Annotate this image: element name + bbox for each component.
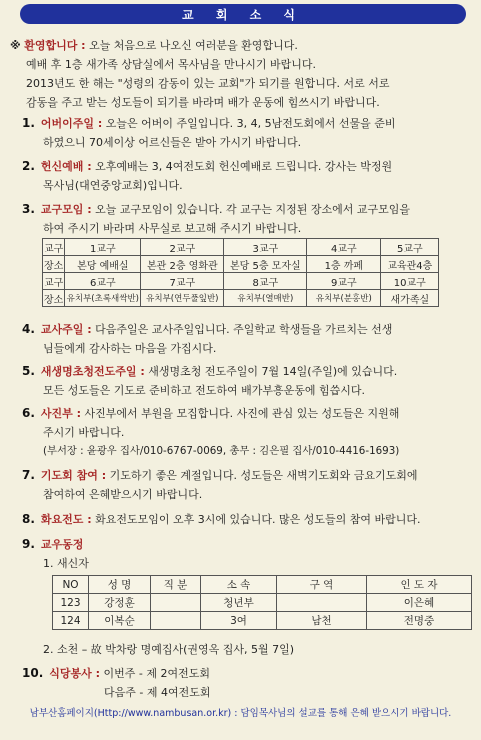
item-text: 사진부에서 부원을 모집합니다. 사진에 관심 있는 성도들은 지원해 <box>84 407 400 420</box>
table-cell: 장소 <box>43 256 65 273</box>
item-text: 오늘은 어버이 주일입니다. 3, 4, 5남전도회에서 선물을 준비 <box>105 117 396 130</box>
table-row <box>53 594 472 612</box>
item-text: 기도하기 좋은 계절입니다. 성도들은 새벽기도회와 금요기도회에 <box>109 469 418 482</box>
table-cell: 본당 예배실 <box>65 256 141 273</box>
item-number: 6. <box>22 406 35 420</box>
item-label: 교우동정 <box>40 538 84 551</box>
item-text: 화요전도모임이 오후 3시에 있습니다. 많은 성도들의 참여 바랍니다. <box>95 513 421 526</box>
item-label: 식당봉사 : <box>49 667 100 680</box>
table-cell: 청년부 <box>201 594 277 612</box>
table-row <box>53 612 472 630</box>
table-cell: 이복순 <box>89 612 151 630</box>
table-cell: 본당 5층 모자실 <box>224 256 307 273</box>
table-header: 인 도 자 <box>367 576 472 594</box>
item-number: 4. <box>22 322 35 336</box>
item-text: 주시기 바랍니다. <box>43 426 125 439</box>
item-text: 참여하여 은혜받으시기 바랍니다. <box>43 488 203 501</box>
table-header: 소 속 <box>201 576 277 594</box>
news-item-dedication-worship <box>22 157 462 195</box>
item-number: 2. <box>22 159 35 173</box>
welcome-line: 감동을 주고 받는 성도들이 되기를 바라며 배가 운동에 힘쓰시기 바랍니다. <box>26 96 380 109</box>
table-row <box>43 273 439 290</box>
item-number: 3. <box>22 202 35 216</box>
table-cell: 2교구 <box>141 239 224 256</box>
funeral-notice: 2. 소천 – 故 박차랑 명예집사(권영옥 집사, 5월 7일) <box>43 643 295 656</box>
item-number: 5. <box>22 364 35 378</box>
table-cell: 1층 까페 <box>307 256 381 273</box>
news-item-member-news <box>22 535 462 573</box>
table-cell: 3여 <box>201 612 277 630</box>
table-header: 구 역 <box>277 576 367 594</box>
item-text: 이번주 - 제 2여전도회 <box>103 667 210 680</box>
table-cell: 교구 <box>43 273 65 290</box>
welcome-section <box>10 36 470 112</box>
table-cell <box>277 594 367 612</box>
table-cell: 교육관4층 <box>381 256 439 273</box>
table-cell: 124 <box>53 612 89 630</box>
table-cell: 장소 <box>43 290 65 307</box>
table-cell <box>151 594 201 612</box>
item-number: 1. <box>22 116 35 130</box>
item-text: 하여 주시기 바라며 사무실로 보고해 주시기 바랍니다. <box>43 222 302 235</box>
table-cell: 유치부(열매반) <box>224 290 307 307</box>
item-text: 다음주일은 교사주일입니다. 주일학교 학생들을 가르치는 선생 <box>95 323 393 336</box>
news-item-photo-team <box>22 404 462 461</box>
news-item-parents-day <box>22 114 462 152</box>
news-item-tuesday-evangelism <box>22 510 462 529</box>
item-text: 모든 성도들은 기도로 준비하고 전도하여 배가부흥운동에 힘씁시다. <box>43 384 366 397</box>
table-cell: 교구 <box>43 239 65 256</box>
table-row <box>43 256 439 273</box>
welcome-line: 오늘 처음으로 나오신 여러분을 환영합니다. <box>89 39 298 52</box>
new-members-heading: 1. 새신자 <box>43 557 89 570</box>
item-text: 목사님(대연중앙교회)입니다. <box>43 179 183 192</box>
table-header: NO <box>53 576 89 594</box>
welcome-line: 2013년도 한 해는 "성령의 감동이 있는 교회"가 되기를 원합니다. 서로 서로 <box>26 77 390 90</box>
homepage-footer: 남부산홈페이지(Http://www.nambusan.or.kr) : 담임목사님의 설교를 통해 은혜 받으시기 바랍니다. <box>29 708 452 719</box>
table-cell: 10교구 <box>381 273 439 290</box>
table-cell: 유치부(분홍반) <box>307 290 381 307</box>
table-cell: 유치부(연두풀잎반) <box>141 290 224 307</box>
table-cell: 6교구 <box>65 273 141 290</box>
table-cell: 본관 2층 영화관 <box>141 256 224 273</box>
news-item-prayer-meeting <box>22 466 462 504</box>
news-item-district-meeting <box>22 200 462 238</box>
welcome-mark: ※ <box>10 39 21 52</box>
district-table <box>42 238 439 307</box>
item-text: 오후예배는 3, 4여전도회 헌신예배로 드립니다. 강사는 박정원 <box>95 160 393 173</box>
table-cell: 새가족실 <box>381 290 439 307</box>
new-members-table-wrap <box>52 575 472 630</box>
page-title: 교 회 소 식 <box>182 7 304 22</box>
item-label: 새생명초청전도주일 : <box>40 365 145 378</box>
item-text: (부서장 : 윤광우 집사/010-6767-0069, 총무 : 김은필 집사/010-4416-1693) <box>43 445 400 457</box>
news-item-teachers-sunday <box>22 320 462 358</box>
item-number: 10. <box>22 666 44 680</box>
item-label: 교구모임 : <box>40 203 92 216</box>
news-item-kitchen-service <box>22 664 462 702</box>
news-item-evangelism-sunday <box>22 362 462 400</box>
table-cell: 유치부(초록새싹반) <box>65 290 141 307</box>
table-header: 직 분 <box>151 576 201 594</box>
table-cell: 전명중 <box>367 612 472 630</box>
district-table-wrap <box>42 238 439 307</box>
table-cell <box>151 612 201 630</box>
item-label: 화요전도 : <box>40 513 92 526</box>
table-cell: 남천 <box>277 612 367 630</box>
item-text: 하였으니 70세이상 어르신들은 받아 가시기 바랍니다. <box>43 136 302 149</box>
table-cell: 3교구 <box>224 239 307 256</box>
table-cell: 7교구 <box>141 273 224 290</box>
table-cell: 이은혜 <box>367 594 472 612</box>
table-cell: 강정훈 <box>89 594 151 612</box>
item-text: 새생명초청 전도주일이 7월 14일(주일)에 있습니다. <box>148 365 398 378</box>
welcome-label: 환영합니다 : <box>24 39 86 52</box>
table-row <box>43 290 439 307</box>
table-row <box>43 239 439 256</box>
item-number: 9. <box>22 537 35 551</box>
item-label: 어버이주일 : <box>40 117 103 130</box>
item-text: 님들에게 감사하는 마음을 가집시다. <box>43 342 217 355</box>
table-header-row <box>53 576 472 594</box>
table-cell: 8교구 <box>224 273 307 290</box>
table-cell: 1교구 <box>65 239 141 256</box>
title-banner <box>20 4 466 24</box>
table-cell: 123 <box>53 594 89 612</box>
item-label: 사진부 : <box>40 407 82 420</box>
table-cell: 9교구 <box>307 273 381 290</box>
table-cell: 5교구 <box>381 239 439 256</box>
welcome-line: 예배 후 1층 새가족 상담실에서 목사님을 만나시기 바랍니다. <box>26 58 316 71</box>
item-number: 7. <box>22 468 35 482</box>
item-number: 8. <box>22 512 35 526</box>
item-label: 헌신예배 : <box>40 160 92 173</box>
new-members-table <box>52 575 472 630</box>
item-label: 기도회 참여 : <box>40 469 107 482</box>
item-text: 오늘 교구모임이 있습니다. 각 교구는 지정된 장소에서 교구모임을 <box>95 203 411 216</box>
table-cell: 4교구 <box>307 239 381 256</box>
item-text: 다음주 - 제 4여전도회 <box>104 686 211 699</box>
item-label: 교사주일 : <box>40 323 92 336</box>
table-header: 성 명 <box>89 576 151 594</box>
